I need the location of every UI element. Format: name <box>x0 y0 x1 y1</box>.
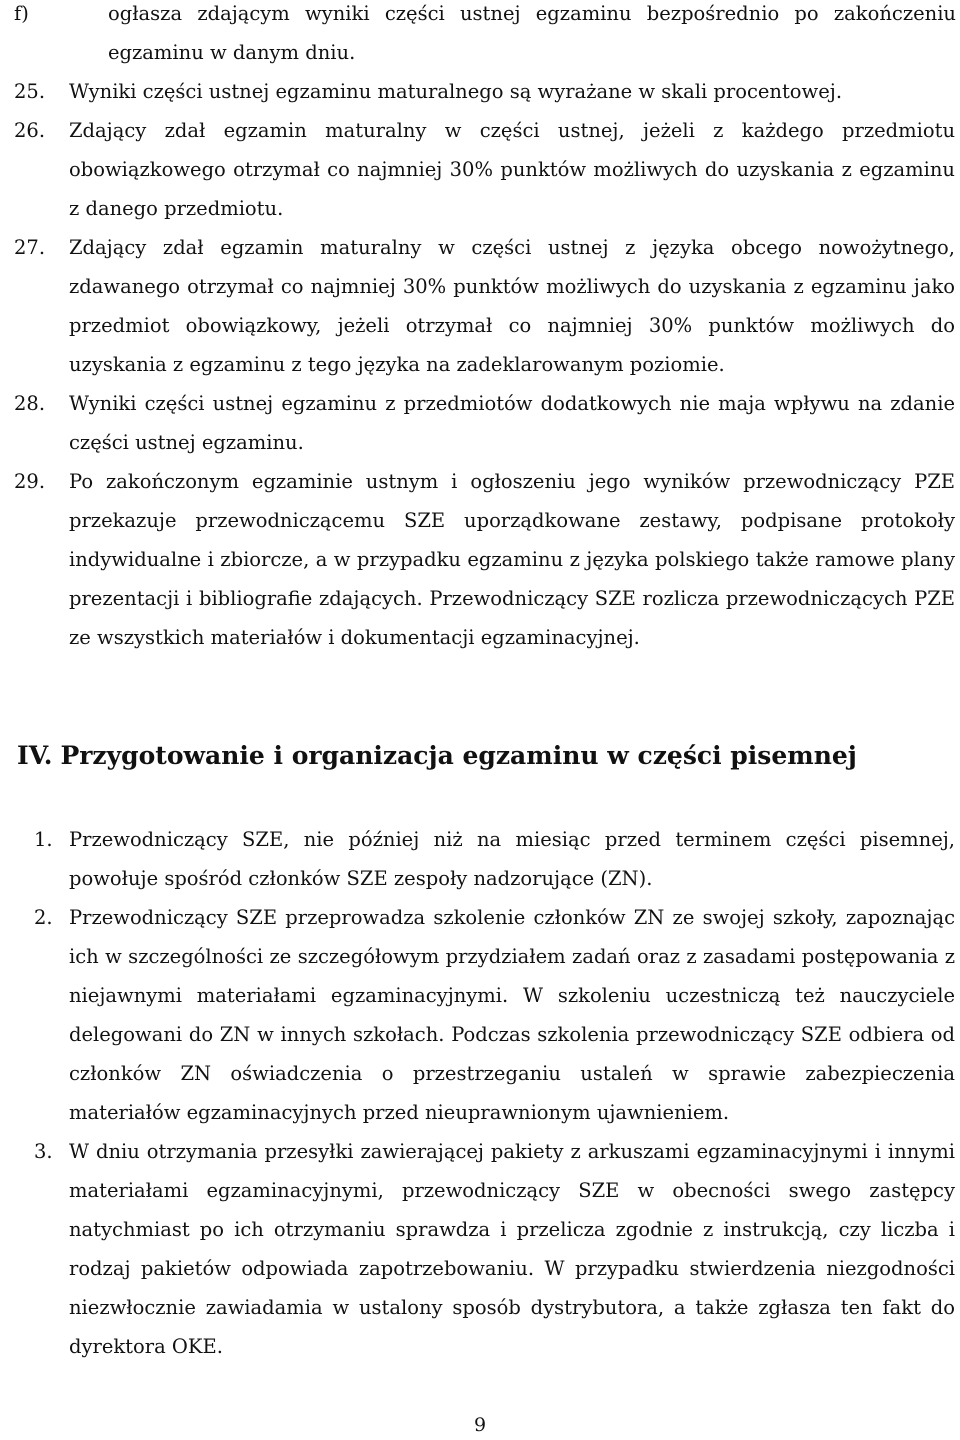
list-item <box>0 898 960 1132</box>
list-item-number: 27. <box>14 236 46 259</box>
list-item-text: Przewodniczący SZE, nie później niż na miesiąc przed terminem części pisemnej, powołuje spośród członków SZE zespoły nadzorujące (ZN). <box>69 828 955 890</box>
list-item-number: 28. <box>14 392 46 415</box>
list-item-text: ogłasza zdającym wyniki części ustnej egzaminu bezpośrednio po zakończeniu egzaminu w danym dniu. <box>108 2 956 64</box>
list-item-text: Wyniki części ustnej egzaminu maturalnego są wyrażane w skali procentowej. <box>69 80 843 103</box>
list-item-number: 3. <box>34 1140 53 1163</box>
list-item <box>0 462 960 657</box>
list-item-text: Zdający zdał egzamin maturalny w części ustnej, jeżeli z każdego przedmiotu obowiązkowego otrzymał co najmniej 30% punktów możliwych do uzyskania z egzaminu z danego przedmiotu. <box>69 119 955 220</box>
section-title: Przygotowanie i organizacja egzaminu w części pisemnej <box>60 741 857 770</box>
section-heading <box>17 738 857 774</box>
list-item <box>0 0 960 72</box>
list-item-number: f) <box>14 2 29 25</box>
list-item-text: W dniu otrzymania przesyłki zawierającej pakiety z arkuszami egzaminacyjnymi i innymi materiałami egzaminacyjnymi, przewodniczący SZE w obecności swego zastępcy natychmiast po ich otrzymaniu sprawdza i przelicza zgodnie z instrukcją, czy liczba i rodzaj pakietów odpowiada zapotrzebowaniu. W przypadku stwierdzenia niezgodności niezwłocznie zawiadamia w ustalony sposób dystrybutora, a także zgłasza ten fakt do dyrektora OKE. <box>69 1140 955 1358</box>
list-item-number: 26. <box>14 119 46 142</box>
list-item <box>0 820 960 898</box>
list-item-number: 2. <box>34 906 53 929</box>
list-item-text: Wyniki części ustnej egzaminu z przedmiotów dodatkowych nie maja wpływu na zdanie części ustnej egzaminu. <box>69 392 955 454</box>
list-item-text: Zdający zdał egzamin maturalny w części ustnej z języka obcego nowożytnego, zdawanego otrzymał co najmniej 30% punktów możliwych do uzyskania z egzaminu jako przedmiot obowiązkowy, jeżeli otrzymał co najmniej 30% punktów możliwych do uzyskania z egzaminu z tego języka na zadeklarowanym poziomie. <box>69 236 955 376</box>
list-item-text: Po zakończonym egzaminie ustnym i ogłoszeniu jego wyników przewodniczący PZE przekazuje przewodniczącemu SZE uporządkowane zestawy, podpisane protokoły indywidualne i zbiorcze, a w przypadku egzaminu z języka polskiego także ramowe plany prezentacji i bibliografie zdających. Przewodniczący SZE rozlicza przewodniczących PZE ze wszystkich materiałów i dokumentacji egzaminacyjnej. <box>69 470 955 649</box>
list-item <box>0 72 960 111</box>
list-item <box>0 228 960 384</box>
list-item-number: 29. <box>14 470 46 493</box>
page-number: 9 <box>473 1414 487 1436</box>
list-item-number: 25. <box>14 80 46 103</box>
list-item <box>0 1132 960 1366</box>
section-number: IV. <box>17 741 53 770</box>
list-item <box>0 111 960 228</box>
list-item <box>0 384 960 462</box>
list-item-number: 1. <box>34 828 53 851</box>
list-item-text: Przewodniczący SZE przeprowadza szkolenie członków ZN ze swojej szkoły, zapoznając ich w szczególności ze szczegółowym przydziałem zadań oraz z zasadami postępowania z niejawnymi materiałami egzaminacyjnymi. W szkoleniu uczestniczą też nauczyciele delegowani do ZN w innych szkołach. Podczas szkolenia przewodniczący SZE odbiera od członków ZN oświadczenia o przestrzeganiu ustaleń w sprawie zabezpieczenia materiałów egzaminacyjnych przed nieuprawnionym ujawnieniem. <box>69 906 955 1124</box>
